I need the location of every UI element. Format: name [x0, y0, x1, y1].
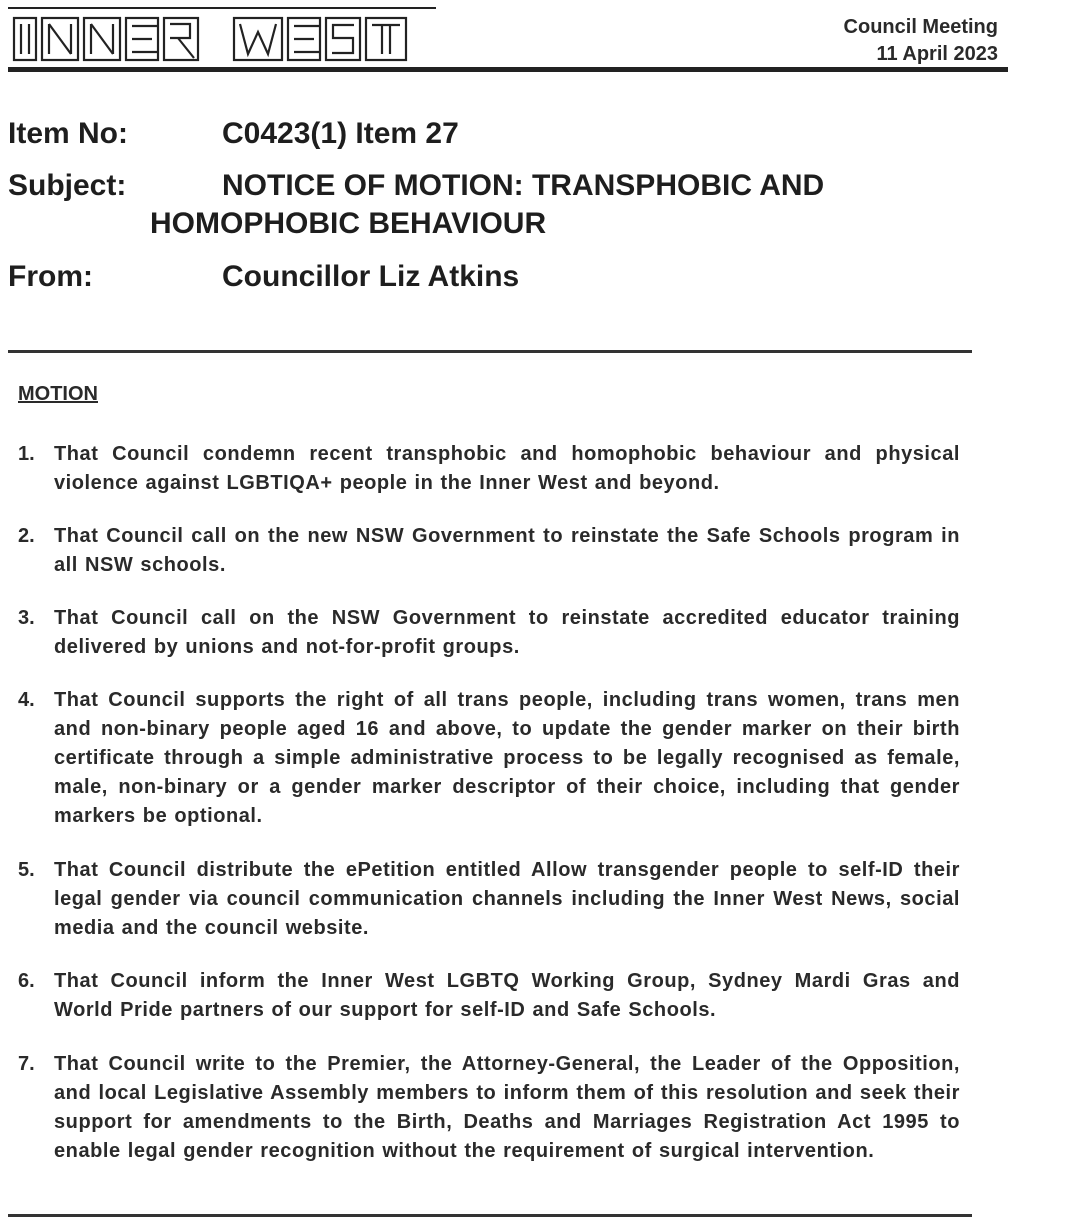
subject-line-1: NOTICE OF MOTION: TRANSPHOBIC AND: [222, 169, 825, 202]
meeting-title: Council Meeting: [843, 16, 998, 38]
motion-item-number: 5.: [18, 859, 35, 881]
header-top-rule: [8, 7, 436, 9]
motion-item-number: 3.: [18, 607, 35, 629]
motion-item-text: That Council supports the right of all trans people, including trans women, trans men and non-binary people aged 16 and above, to update the gender marker on their birth certificate through a simple administrative process to be legally recognised as female, male, non-binary or a gender marker descriptor of their choice, including that gender markers be optional.: [54, 689, 960, 827]
meeting-info: [844, 14, 998, 68]
motion-item: [18, 522, 960, 580]
motion-item-text: That Council write to the Premier, the Attorney-General, the Leader of the Opposition, and local Legislative Assembly members to inform them of this resolution and seek their support for amendments to the Birth, Deaths and Marriages Registration Act 1995 to enable legal gender recognition without the requirement of surgical intervention.: [54, 1053, 960, 1162]
meeting-date: 11 April 2023: [876, 43, 998, 65]
subject-line-2: HOMOPHOBIC BEHAVIOUR: [150, 207, 547, 240]
motion-item: [18, 686, 960, 831]
motion-item: [18, 1050, 960, 1166]
motion-item-text: That Council distribute the ePetition entitled Allow transgender people to self-ID their legal gender via council communication channels including the Inner West News, social media and the council website.: [54, 859, 960, 939]
motion-item-text: That Council call on the NSW Government to reinstate accredited educator training delivered by unions and not-for-profit groups.: [54, 607, 960, 658]
motion-heading: MOTION: [18, 383, 98, 405]
motion-item-number: 6.: [18, 970, 35, 992]
motion-item: [18, 856, 960, 943]
motion-item: [18, 604, 960, 662]
item-no-label: Item No:: [8, 117, 128, 150]
motion-item-number: 4.: [18, 689, 35, 711]
motion-item-number: 1.: [18, 443, 35, 465]
inner-west-logo: [12, 12, 412, 64]
motion-item-text: That Council inform the Inner West LGBTQ Working Group, Sydney Mardi Gras and World Pride partners of our support for self-ID and Safe Schools.: [54, 970, 960, 1021]
item-no-value: C0423(1) Item 27: [222, 117, 459, 150]
motion-item: [18, 967, 960, 1025]
motion-item: [18, 440, 960, 498]
footer-divider: [8, 1214, 972, 1217]
motion-item-text: That Council call on the new NSW Government to reinstate the Safe Schools program in all NSW schools.: [54, 525, 960, 576]
from-value: Councillor Liz Atkins: [222, 260, 520, 293]
subject-label: Subject:: [8, 169, 127, 202]
header-rule: [8, 67, 1008, 72]
from-label: From:: [8, 260, 93, 293]
motion-item-number: 7.: [18, 1053, 35, 1075]
motion-item-number: 2.: [18, 525, 35, 547]
motion-item-text: That Council condemn recent transphobic and homophobic behaviour and physical violence against LGBTIQA+ people in the Inner West and beyond.: [54, 443, 960, 494]
section-divider: [8, 350, 972, 353]
